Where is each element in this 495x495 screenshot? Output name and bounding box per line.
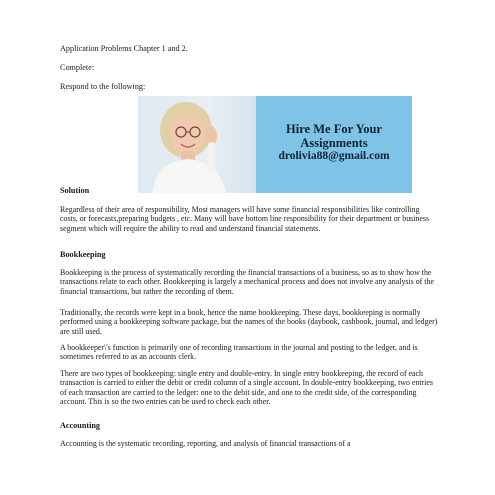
respond-label: Respond to the following: (60, 82, 146, 91)
bookkeeping-paragraph-4: There are two types of bookkeeping: single entry and double-entry. In single entry bookkeeping, the record of each transaction is carried to either the debit or credit column of a single account. In double-entry bookkeeping, two entries of each transaction are carried to the ledger: one to the debit side, and one to the credit side, of the corresponding account. This is so the two entries can be used to check each other. (60, 369, 433, 407)
accounting-paragraph-1: Accounting is the systematic recording, reporting, and analysis of financial transactions of a (60, 439, 351, 448)
ad-headline: Hire Me For Your (286, 122, 382, 136)
ad-subheadline: Assignments (300, 136, 368, 150)
accounting-heading: Accounting (60, 421, 101, 430)
bookkeeping-paragraph-1: Bookkeeping is the process of systematically recording the financial transactions of a business, so as to show how the transactions relate to each other. Bookkeeping is largely a mechanical process and does not involve any analysis of the financial transactions, but rather the recording of them. (60, 268, 434, 296)
bookkeeping-heading: Bookkeeping (60, 250, 106, 259)
bookkeeping-paragraph-3: A bookkeeper\'s function is primarily one of recording transactions in the journal and posting to the ledger, and is sometimes referred to as an accounts clerk. (60, 343, 418, 362)
solution-paragraph: Regardless of their area of responsibility, Most managers will have some financial responsibilities like controlling costs, or forecasts,preparing budgets , etc. Many will have bottom line responsibility for their department or business segment which will require the ability to read and understand financial statements. (60, 205, 430, 233)
ad-text-panel (256, 96, 412, 193)
ad-photo (138, 96, 256, 193)
bookkeeping-paragraph-2: Traditionally, the records were kept in a book, hence the name bookkeeping. These days, bookkeeping is normally performed using a bookkeeping software package, but the names of the books (daybook, cashbook, journal, and ledger) are still used. (60, 308, 438, 336)
ad-banner[interactable] (138, 96, 412, 193)
title-line: Application Problems Chapter 1 and 2. (60, 44, 188, 53)
woman-photo-illustration (138, 96, 256, 193)
ad-email[interactable]: drolivia88@gmail.com (278, 150, 390, 162)
solution-heading: Solution (60, 186, 90, 195)
complete-label: Complete: (60, 63, 95, 72)
